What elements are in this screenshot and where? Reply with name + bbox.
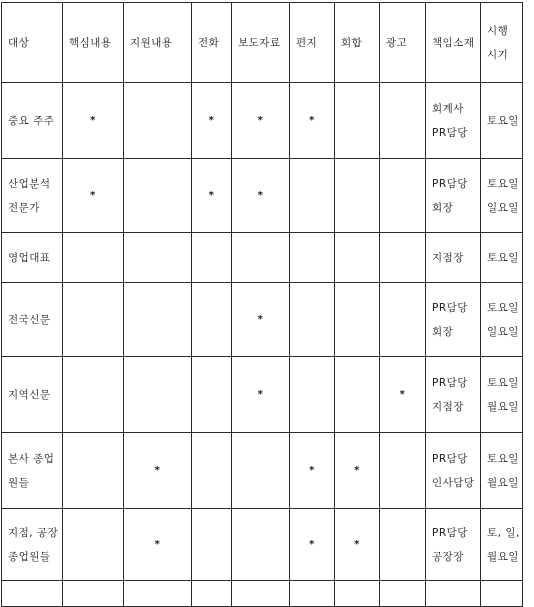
- mark-cell-press-release: *: [232, 159, 290, 233]
- owner-line: PR담당: [432, 452, 468, 465]
- timing-line: 토요일: [487, 251, 519, 264]
- owner-line: PR담당: [432, 177, 468, 190]
- owner-line: 회장: [432, 325, 454, 338]
- mark-cell-ad: [380, 283, 426, 357]
- timing-line: 토, 일,: [487, 526, 520, 539]
- mark-cell-core-content: *: [63, 83, 124, 159]
- mark-cell-meeting: [335, 83, 380, 159]
- timing-cell: [481, 233, 523, 283]
- table-row: [2, 83, 523, 159]
- mark-cell-letter: [290, 233, 335, 283]
- mark-cell-ad: [380, 233, 426, 283]
- owner-line: 회계사: [432, 102, 464, 115]
- target-cell: [2, 433, 63, 509]
- mark-cell-support-content: [124, 159, 192, 233]
- mark-cell-ad: *: [380, 357, 426, 433]
- owner-cell: [426, 283, 481, 357]
- timing-line: 월요일: [487, 550, 519, 563]
- target-line: 종업원들: [8, 550, 51, 563]
- target-cell: [2, 509, 63, 581]
- owner-line: 지점장: [432, 251, 464, 264]
- timing-cell: [481, 433, 523, 509]
- mark-cell-phone: [192, 509, 232, 581]
- mark-cell-phone: [192, 433, 232, 509]
- header-timing-line: 시행: [487, 24, 509, 37]
- target-line: 중요 주주: [8, 114, 55, 127]
- mark-cell-letter: *: [290, 83, 335, 159]
- timing-line: 토요일: [487, 301, 519, 314]
- timing-line: 토요일: [487, 177, 519, 190]
- mark-cell-support-content: [124, 83, 192, 159]
- timing-line: 월요일: [487, 476, 519, 489]
- mark-cell-support-content: [124, 357, 192, 433]
- mark-cell-core-content: [63, 433, 124, 509]
- mark-cell-ad: [380, 433, 426, 509]
- target-line: 산업분석: [8, 177, 51, 190]
- empty-cell: [335, 581, 380, 607]
- mark-cell-phone: [192, 233, 232, 283]
- mark-cell-core-content: [63, 509, 124, 581]
- mark-cell-meeting: *: [335, 509, 380, 581]
- mark-cell-meeting: [335, 233, 380, 283]
- table-row: [2, 159, 523, 233]
- target-line: 전문가: [8, 201, 40, 214]
- mark-cell-press-release: [232, 433, 290, 509]
- mark-cell-phone: *: [192, 159, 232, 233]
- owner-line: PR담당: [432, 376, 468, 389]
- table-row: [2, 433, 523, 509]
- table-row-empty: [2, 581, 523, 607]
- owner-line: PR담당: [432, 301, 468, 314]
- owner-cell: [426, 433, 481, 509]
- empty-cell: [63, 581, 124, 607]
- mark-cell-meeting: [335, 159, 380, 233]
- timing-line: 토요일: [487, 452, 519, 465]
- header-cell-timing: [481, 3, 523, 83]
- owner-line: PR담당: [432, 126, 468, 139]
- header-cell-ad: 광고: [380, 3, 426, 83]
- owner-line: 회장: [432, 201, 454, 214]
- empty-cell: [192, 581, 232, 607]
- mark-cell-phone: *: [192, 83, 232, 159]
- mark-cell-ad: [380, 509, 426, 581]
- empty-cell: [426, 581, 481, 607]
- owner-cell: [426, 233, 481, 283]
- owner-cell: [426, 83, 481, 159]
- timing-line: 일요일: [487, 201, 519, 214]
- mark-cell-letter: [290, 159, 335, 233]
- target-line: 원들: [8, 476, 30, 489]
- owner-line: 인사담당: [432, 476, 475, 489]
- header-row: [2, 3, 523, 83]
- timing-cell: [481, 83, 523, 159]
- empty-cell: [380, 581, 426, 607]
- table-row: [2, 509, 523, 581]
- communication-plan-table: [1, 2, 523, 607]
- mark-cell-press-release: *: [232, 283, 290, 357]
- mark-cell-press-release: [232, 509, 290, 581]
- table-row: [2, 283, 523, 357]
- target-cell: [2, 233, 63, 283]
- mark-cell-core-content: [63, 283, 124, 357]
- mark-cell-support-content: [124, 233, 192, 283]
- owner-cell: [426, 357, 481, 433]
- mark-cell-core-content: [63, 233, 124, 283]
- target-cell: [2, 283, 63, 357]
- table-row: [2, 357, 523, 433]
- mark-cell-meeting: *: [335, 433, 380, 509]
- mark-cell-phone: [192, 357, 232, 433]
- target-line: 지역신문: [8, 388, 51, 401]
- timing-cell: [481, 509, 523, 581]
- target-line: 전국신문: [8, 313, 51, 326]
- mark-cell-letter: *: [290, 433, 335, 509]
- owner-line: 지점장: [432, 400, 464, 413]
- mark-cell-letter: [290, 283, 335, 357]
- target-line: 지점, 공장: [8, 526, 59, 539]
- empty-cell: [481, 581, 523, 607]
- target-cell: [2, 357, 63, 433]
- mark-cell-ad: [380, 83, 426, 159]
- table-body: [2, 3, 523, 607]
- mark-cell-support-content: [124, 283, 192, 357]
- owner-cell: [426, 509, 481, 581]
- header-timing-line: 시기: [487, 48, 509, 61]
- mark-cell-phone: [192, 283, 232, 357]
- table-row: [2, 233, 523, 283]
- empty-cell: [2, 581, 63, 607]
- mark-cell-press-release: *: [232, 83, 290, 159]
- empty-cell: [290, 581, 335, 607]
- timing-line: 토요일: [487, 114, 519, 127]
- target-line: 본사 종업: [8, 452, 55, 465]
- owner-line: 공장장: [432, 550, 464, 563]
- header-cell-press-release: 보도자료: [232, 3, 290, 83]
- target-line: 영업대표: [8, 251, 51, 264]
- header-cell-core-content: 핵심내용: [63, 3, 124, 83]
- empty-cell: [232, 581, 290, 607]
- header-cell-owner: 책임소재: [426, 3, 481, 83]
- owner-cell: [426, 159, 481, 233]
- mark-cell-meeting: [335, 357, 380, 433]
- header-cell-meeting: 회합: [335, 3, 380, 83]
- mark-cell-press-release: [232, 233, 290, 283]
- timing-cell: [481, 357, 523, 433]
- timing-cell: [481, 283, 523, 357]
- mark-cell-core-content: [63, 357, 124, 433]
- header-cell-phone: 전화: [192, 3, 232, 83]
- empty-cell: [124, 581, 192, 607]
- timing-line: 토요일: [487, 376, 519, 389]
- mark-cell-press-release: *: [232, 357, 290, 433]
- timing-cell: [481, 159, 523, 233]
- timing-line: 일요일: [487, 325, 519, 338]
- owner-line: PR담당: [432, 526, 468, 539]
- timing-line: 월요일: [487, 400, 519, 413]
- target-cell: [2, 159, 63, 233]
- mark-cell-ad: [380, 159, 426, 233]
- mark-cell-letter: *: [290, 509, 335, 581]
- mark-cell-support-content: *: [124, 433, 192, 509]
- mark-cell-letter: [290, 357, 335, 433]
- mark-cell-core-content: *: [63, 159, 124, 233]
- header-cell-support-content: 지원내용: [124, 3, 192, 83]
- mark-cell-support-content: *: [124, 509, 192, 581]
- mark-cell-meeting: [335, 283, 380, 357]
- header-cell-letter: 편지: [290, 3, 335, 83]
- header-cell-target: 대상: [2, 3, 63, 83]
- target-cell: [2, 83, 63, 159]
